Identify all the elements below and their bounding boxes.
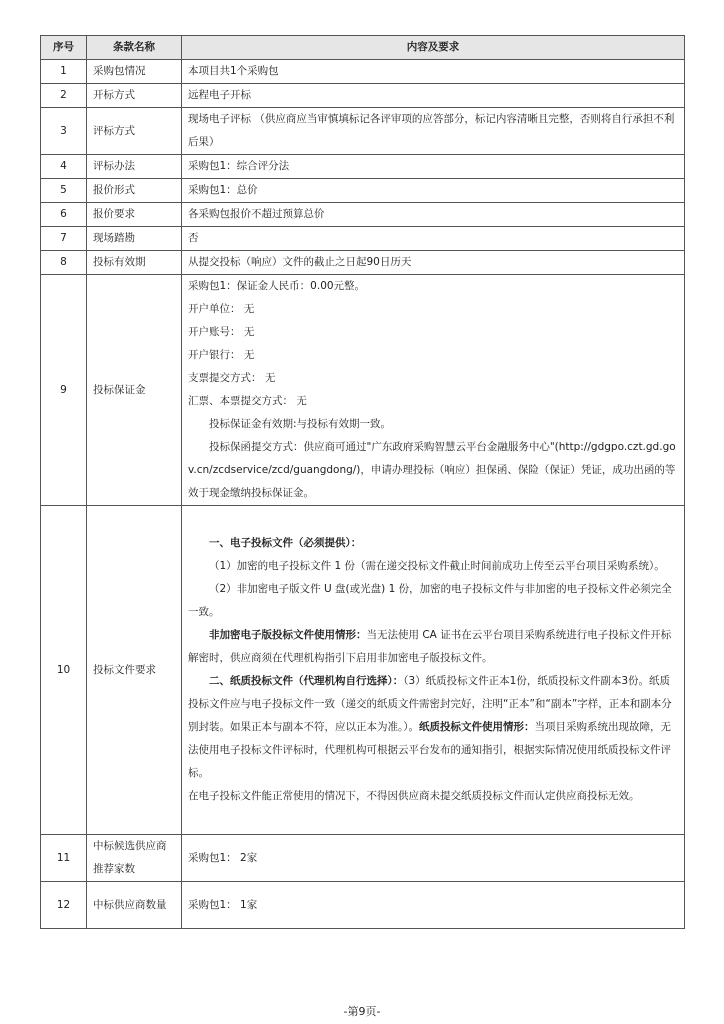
paper-usage-label: 纸质投标文件使用情形： [419,721,535,733]
deposit-line: 开户银行： 无 [188,349,255,361]
table-row-deposit [41,275,685,506]
row-name: 投标有效期 [87,251,182,275]
row-number: 1 [41,60,87,84]
deposit-line: 采购包1：保证金人民币：0.00元整。 [188,280,366,292]
row-content: 采购包1： 1家 [182,882,685,929]
row-name: 中标候选供应商推荐家数 [87,835,182,882]
header-no: 序号 [41,36,87,60]
row-content: 远程电子开标 [182,84,685,108]
paper-files-text: （3）纸质投标文件正本1份，纸质投标文件副本3份。纸质投标文件应与电子投标文件一致（递交的纸质文件需密封完好，注明“正本”和“副本”字样，正本和副本分别封装。如果正本与副本不符，应以正本为准。）。 [188,675,672,733]
table-row [41,108,685,155]
row-name: 采购包情况 [87,60,182,84]
header-name: 条款名称 [87,36,182,60]
table-row [41,251,685,275]
row-content [182,275,685,506]
bid-file-item: （2）非加密电子版文件 U 盘(或光盘) 1 份，加密的电子投标文件与非加密的电子投标文件必须完全一致。 [188,583,672,618]
table-row [41,227,685,251]
row-number: 8 [41,251,87,275]
paper-usage-text: 当项目采购系统出现故障，无法使用电子投标文件评标时，代理机构可根据云平台发布的通知指引，根据实际情况使用纸质投标文件评标。 [188,721,671,779]
row-content: 采购包1：综合评分法 [182,155,685,179]
requirements-table [40,35,685,929]
row-number: 11 [41,835,87,882]
row-name: 现场踏勘 [87,227,182,251]
deposit-line: 开户账号： 无 [188,326,255,338]
table-row [41,155,685,179]
row-content: 采购包1： 2家 [182,835,685,882]
row-name: 评标方式 [87,108,182,155]
row-number: 10 [41,506,87,835]
usage-label: 非加密电子版投标文件使用情形： [209,629,367,641]
row-name: 报价形式 [87,179,182,203]
row-name: 投标保证金 [87,275,182,506]
bid-file-note: 在电子投标文件能正常使用的情况下，不得因供应商未提交纸质投标文件而认定供应商投标无效。 [188,790,640,802]
table-row [41,203,685,227]
paper-files-heading: 二、纸质投标文件（代理机构自行选择）： [209,675,404,687]
row-content: 本项目共1个采购包 [182,60,685,84]
table-row [41,835,685,882]
row-name: 投标文件要求 [87,506,182,835]
paper-files-section [188,670,678,785]
deposit-line: 支票提交方式： 无 [188,372,276,384]
row-name: 中标供应商数量 [87,882,182,929]
row-content: 从提交投标（响应）文件的截止之日起90日历天 [182,251,685,275]
row-number: 3 [41,108,87,155]
row-number: 12 [41,882,87,929]
row-number: 2 [41,84,87,108]
row-name: 开标方式 [87,84,182,108]
deposit-line: 汇票、本票提交方式： 无 [188,395,307,407]
bid-file-usage [188,624,678,670]
row-name: 报价要求 [87,203,182,227]
row-number: 4 [41,155,87,179]
row-content: 现场电子评标 （供应商应当审慎填标记各评审项的应答部分，标记内容清晰且完整，否则将自行承担不利后果） [182,108,685,155]
electronic-files-heading: 一、电子投标文件（必须提供）： [209,537,362,549]
row-name: 评标办法 [87,155,182,179]
row-content: 各采购包报价不超过预算总价 [182,203,685,227]
table-row [41,60,685,84]
table-header-row [41,36,685,60]
deposit-validity: 投标保证金有效期:与投标有效期一致。 [209,418,392,430]
deposit-line: 开户单位： 无 [188,303,255,315]
row-number: 6 [41,203,87,227]
row-number: 7 [41,227,87,251]
row-content: 否 [182,227,685,251]
row-content [182,506,685,835]
row-number: 9 [41,275,87,506]
page-number: -第9页- [343,1005,381,1018]
deposit-guarantee: 投标保函提交方式：供应商可通过"广东政府采购智慧云平台金融服务中心"(http://gdgpo.czt.gd.gov.cn/zcdservice/zcd/guangdong/)，申请办理投标（响应）担保函、保险（保证）凭证，成功出函的等效于现金缴纳投标保证金。 [188,441,676,499]
header-content: 内容及要求 [182,36,685,60]
table-row [41,179,685,203]
row-number: 5 [41,179,87,203]
table-row [41,882,685,929]
table-row-bid-files [41,506,685,835]
table-row [41,84,685,108]
usage-text: 当无法使用 CA 证书在云平台项目采购系统进行电子投标文件开标解密时，供应商须在代理机构指引下启用非加密电子版投标文件。 [188,629,672,664]
row-content: 采购包1：总价 [182,179,685,203]
bid-file-item: （1）加密的电子投标文件 1 份（需在递交投标文件截止时间前成功上传至云平台项目采购系统）。 [209,560,665,572]
